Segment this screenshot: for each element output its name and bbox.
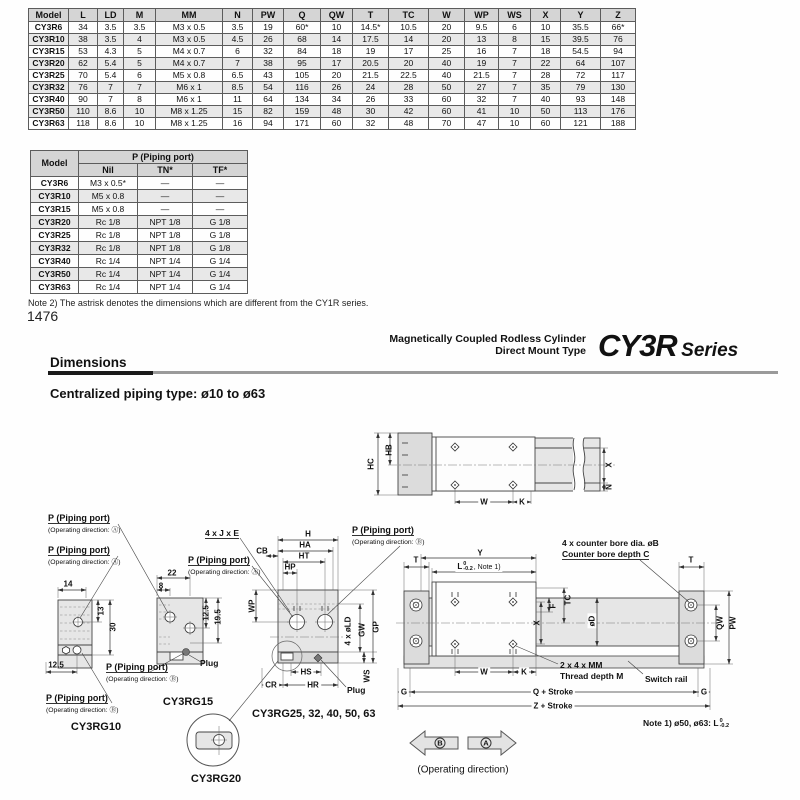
plan-dim-x: X: [532, 620, 542, 626]
g15-dim-19-5: 19.5: [213, 609, 223, 625]
dim-label-x-top: X: [604, 462, 614, 468]
g15-dim-8: 8: [158, 581, 164, 591]
plan-dim-od: øD: [587, 615, 597, 627]
series-name: CY3R: [598, 328, 677, 363]
dim-table-body: [29, 22, 636, 130]
g25-dim-wp: WP: [247, 599, 257, 613]
model-cell: CY3R63: [29, 118, 69, 130]
model-cell: CY3R6: [29, 22, 69, 34]
g15-dim-12-5: 12.5: [201, 605, 211, 621]
dim-table-header-cell: MM: [156, 9, 223, 22]
top-view-drawing: [374, 433, 615, 504]
dim-table-header-row: [29, 9, 636, 22]
model-cell: CY3R20: [29, 58, 69, 70]
counter-bore-label-1: 4 x counter bore dia. øB: [562, 538, 659, 548]
g10-dim-14: 14: [63, 579, 73, 589]
drawing-linework: [0, 410, 800, 800]
piping-type-subtitle: Centralized piping type: ø10 to ø63: [50, 386, 266, 401]
g25-dim-ha: HA: [299, 540, 311, 550]
pipe-table-row: CY3R50 Rc 1/4 NPT 1/4 G 1/4: [31, 268, 248, 281]
dim-table-header-cell: T: [353, 9, 389, 22]
heading-underline-gray: [153, 371, 778, 374]
dim-label-hc: HC: [366, 458, 376, 470]
dim-table-header-cell: WP: [465, 9, 499, 22]
g25-dim-ws: WS: [362, 669, 372, 683]
model-cell: CY3R6: [31, 177, 79, 190]
dim-table-header-cell: N: [223, 9, 253, 22]
dim-table-header-cell: LD: [98, 9, 124, 22]
g25-plug-label: Plug: [347, 685, 366, 695]
pipe-table-row: CY3R63 Rc 1/4 NPT 1/4 G 1/4: [31, 281, 248, 294]
operating-direction-b-label-2: (Operating direction: Ⓑ): [106, 676, 179, 683]
g10-dim-30: 30: [108, 622, 118, 632]
g15-plug-label: Plug: [200, 658, 219, 668]
dim-table-row: CY3R50 110 8.6 10 M8 x 1.25 15 82 159 48 30 42 60 41 10 50 113 176: [29, 106, 636, 118]
dim-table-row: CY3R6 34 3.5 3.5 M3 x 0.5 3.5 19 60* 10 14.5* 10.5 20 9.5 6 10 35.5 66*: [29, 22, 636, 34]
g25-dim-hp: HP: [284, 562, 296, 572]
piping-port-label-6: P (Piping port): [46, 693, 108, 703]
heading-underline-black: [48, 371, 153, 375]
model-cell: CY3R40: [29, 94, 69, 106]
note-1-text: Note 1) ø50, ø63: L 0 -0.2: [643, 717, 730, 729]
series-logo: [598, 328, 738, 364]
dim-label-hb: HB: [384, 444, 394, 456]
piping-port-label-2: P (Piping port): [48, 545, 110, 555]
dim-label-k-top: K: [519, 497, 525, 507]
model-cell: CY3R15: [31, 203, 79, 216]
pipe-table-row: CY3R6 M3 x 0.5* — —: [31, 177, 248, 190]
counter-bore-label-2: Counter bore depth C: [562, 549, 650, 559]
piping-port-label-4: P (Piping port): [352, 525, 414, 535]
model-cell: CY3R25: [31, 229, 79, 242]
note-2-text: Note 2) The astrisk denotes the dimensions which are different from the CY1R series.: [28, 298, 369, 308]
pipe-table-row: CY3R40 Rc 1/4 NPT 1/4 G 1/4: [31, 255, 248, 268]
operating-direction-arrows: [410, 731, 516, 755]
dim-table-header-cell: X: [531, 9, 561, 22]
g25-dim-hr: HR: [307, 680, 319, 690]
model-cell: CY3R32: [29, 82, 69, 94]
g10-model-label: CY3RG10: [70, 721, 122, 733]
note1-tolerance: 0 -0.2: [719, 717, 730, 729]
pipe-table-row: CY3R10 M5 x 0.8 — —: [31, 190, 248, 203]
model-cell: CY3R50: [29, 106, 69, 118]
model-cell: CY3R32: [31, 242, 79, 255]
plan-dim-q-stroke: Q + Stroke: [532, 687, 574, 697]
model-cell: CY3R50: [31, 268, 79, 281]
pipe-sub-header-cell: TN*: [138, 164, 193, 177]
dim-table-header-cell: Y: [561, 9, 601, 22]
cy3rg15-drawing: [157, 575, 222, 664]
piping-port-label-1: P (Piping port): [48, 513, 110, 523]
dim-table-header-cell: WS: [499, 9, 531, 22]
plan-dim-tc: TC: [563, 594, 573, 606]
plan-dim-g-right: G: [700, 687, 708, 697]
direction-b-badge: B: [435, 738, 446, 749]
plan-dim-qw: QW: [715, 616, 725, 630]
g25-dim-ld: 4 x øLD: [343, 616, 353, 646]
operating-direction-b-label-1: (Operating direction: Ⓑ): [352, 539, 425, 546]
pipe-sub-header-cell: TF*: [193, 164, 248, 177]
pipe-sub-header-cell: Nil: [79, 164, 138, 177]
dim-table-row: CY3R40 90 7 8 M6 x 1 11 64 134 34 26 33 60 32 7 40 93 148: [29, 94, 636, 106]
piping-port-label-5: P (Piping port): [106, 662, 168, 672]
plan-dim-t-right: T: [688, 555, 694, 565]
dim-table-header-cell: Z: [601, 9, 636, 22]
switch-rail-label: Switch rail: [645, 674, 688, 684]
dim-table-header-cell: Q: [284, 9, 321, 22]
g25-dim-gp: GP: [371, 621, 381, 633]
model-cell: CY3R20: [31, 216, 79, 229]
model-cell: CY3R15: [29, 46, 69, 58]
piping-port-label-3: P (Piping port): [188, 555, 250, 565]
dim-table-header-cell: M: [124, 9, 156, 22]
dim-table-header-cell: Model: [29, 9, 69, 22]
dim-table-row: CY3R20 62 5.4 5 M4 x 0.7 7 38 95 17 20.5 20 40 19 7 22 64 107: [29, 58, 636, 70]
operating-direction-b-label-3: (Operating direction: Ⓑ): [46, 707, 119, 714]
series-suffix: Series: [681, 340, 739, 361]
g25-dim-cr: CR: [265, 680, 277, 690]
pipe-table-row: CY3R25 Rc 1/8 NPT 1/8 G 1/8: [31, 229, 248, 242]
plan-dim-z-stroke: Z + Stroke: [533, 701, 573, 711]
dim-table-row: CY3R32 76 7 7 M6 x 1 8.5 54 116 26 24 28 50 27 7 35 79 130: [29, 82, 636, 94]
g25-dim-gw: GW: [357, 623, 367, 637]
dim-table-header-cell: W: [429, 9, 465, 22]
g15-dim-22: 22: [167, 568, 177, 578]
direction-a-badge: A: [481, 738, 492, 749]
l-tolerance: 0 -0.2: [463, 561, 473, 572]
plan-dim-pw: PW: [728, 616, 738, 630]
operating-direction-a-label-1: (Operating direction: Ⓐ): [48, 527, 121, 534]
plan-dim-f: F: [548, 603, 558, 609]
model-cell: CY3R63: [31, 281, 79, 294]
dim-table-header-cell: PW: [253, 9, 284, 22]
g25-dim-hs: HS: [300, 667, 312, 677]
mm-thread-label-2: Thread depth M: [560, 671, 624, 681]
pipe-group-header: P (Piping port): [79, 151, 248, 164]
pipe-table-row: CY3R15 M5 x 0.8 — —: [31, 203, 248, 216]
dim-table-header-cell: QW: [321, 9, 353, 22]
pipe-table-row: CY3R32 Rc 1/8 NPT 1/8 G 1/8: [31, 242, 248, 255]
series-title-line2: Direct Mount Type: [495, 344, 586, 357]
dim-table-header-cell: L: [69, 9, 98, 22]
operating-direction-a-label-3: (Operating direction: Ⓐ): [188, 569, 261, 576]
dimension-table: [28, 8, 636, 130]
g10-dim-12-5: 12.5: [48, 660, 64, 670]
g25-dim-h: H: [305, 529, 311, 539]
dim-label-w-top: W: [480, 497, 488, 507]
technical-drawings: [0, 410, 800, 800]
dim-table-row: CY3R10 38 3.5 4 M3 x 0.5 4.5 26 68 14 17.5 14 20 13 8 15 39.5 76: [29, 34, 636, 46]
operating-direction-a-label-2: (Operating direction: Ⓐ): [48, 559, 121, 566]
mm-thread-label-1: 2 x 4 x MM: [560, 660, 603, 670]
operating-direction-caption: (Operating direction): [417, 764, 509, 776]
g15-model-label: CY3RG15: [162, 696, 214, 708]
plan-dim-g-left: G: [400, 687, 408, 697]
dim-table-header-cell: TC: [389, 9, 429, 22]
cy3rg25-drawing: [252, 536, 377, 688]
pipe-table-row: CY3R20 Rc 1/8 NPT 1/8 G 1/8: [31, 216, 248, 229]
g20-model-label: CY3RG20: [190, 773, 242, 785]
g25-dim-ht: HT: [298, 551, 310, 561]
g25-model-label: CY3RG25, 32, 40, 50, 63: [252, 708, 376, 720]
plan-dim-w: W: [480, 667, 488, 677]
dim-table-row: CY3R15 53 4.3 5 M4 x 0.7 6 32 84 18 19 17 25 16 7 18 54.5 94: [29, 46, 636, 58]
model-cell: CY3R40: [31, 255, 79, 268]
plan-dim-l: L 0 -0.2 , Note 1): [457, 561, 501, 572]
model-cell: CY3R10: [31, 190, 79, 203]
pipe-table-body: [31, 177, 248, 294]
dim-table-row: CY3R25 70 5.4 6 M5 x 0.8 6.5 43 105 20 21.5 22.5 40 21.5 7 28 72 117: [29, 70, 636, 82]
pipe-table-header-row-1: [31, 151, 248, 164]
plan-dim-y: Y: [477, 548, 483, 558]
page-number: 1476: [27, 308, 59, 324]
dim-table-row: CY3R63 118 8.6 10 M8 x 1.25 16 94 171 60 32 48 70 47 10 60 121 188: [29, 118, 636, 130]
jxe-label: 4 x J x E: [205, 528, 240, 538]
plan-dim-t-left: T: [413, 555, 419, 565]
g10-dim-13: 13: [96, 606, 106, 616]
pipe-model-header: Model: [31, 151, 79, 177]
series-title-line1: Magnetically Coupled Rodless Cylinder: [389, 333, 586, 345]
model-cell: CY3R25: [29, 70, 69, 82]
piping-port-table: [30, 150, 248, 294]
g25-dim-cb: CB: [256, 546, 268, 556]
plan-dim-k: K: [521, 667, 527, 677]
dimensions-heading: Dimensions: [50, 355, 127, 370]
series-title: [300, 334, 586, 357]
dim-label-n: N: [604, 484, 614, 490]
model-cell: CY3R10: [29, 34, 69, 46]
